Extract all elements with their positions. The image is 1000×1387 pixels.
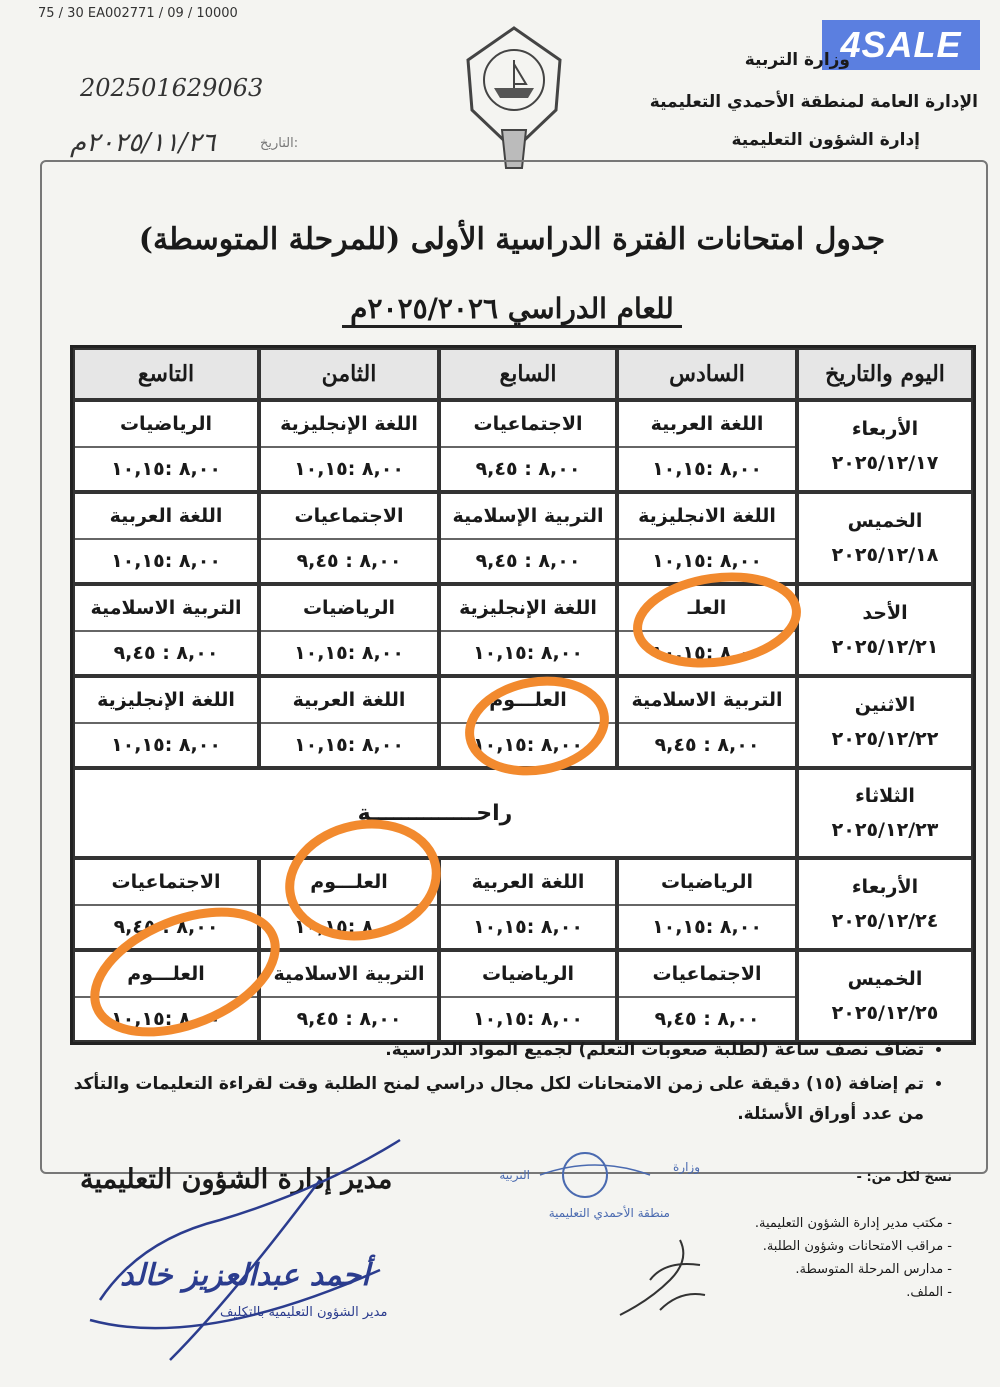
day-name: الخميس xyxy=(847,510,923,532)
exam-subject: العلـــوم xyxy=(261,860,437,906)
exam-cell xyxy=(439,584,617,676)
exam-subject: العلـــوم xyxy=(75,952,257,998)
exam-date: ٢٠٢٥/١٢/٢١ xyxy=(831,636,939,658)
header-grade-9: التاسع xyxy=(73,348,259,400)
emblem-icon xyxy=(450,20,578,170)
day-name: الثلاثاء xyxy=(855,785,915,807)
note-item: • تم إضافة (١٥) دقيقة على زمن الامتحانات لكل مجال دراسي لمنح الطلبة وقت لقراءة التعليمات والتأكد من عدد أوراق الأسئلة. xyxy=(42,1069,924,1129)
exam-time: ٨,٠٠ : ٩,٤٥ xyxy=(654,734,760,756)
exam-date: ٢٠٢٥/١٢/٢٥ xyxy=(831,1002,939,1024)
exam-cell xyxy=(259,492,439,584)
exam-subject: التربية الإسلامية xyxy=(441,494,615,540)
exam-cell xyxy=(73,676,259,768)
signatory-role: مدير الشؤون التعليمية بالتكليف xyxy=(220,1305,388,1320)
handwritten-number: 202501629063 xyxy=(80,74,264,102)
site-badge: 4SALE xyxy=(822,20,980,70)
day-name: الأربعاء xyxy=(851,418,919,440)
copy-item: - مكتب مدير إدارة الشؤون التعليمية. xyxy=(754,1216,952,1231)
day-date-cell xyxy=(797,950,973,1042)
notes-list xyxy=(42,1035,942,1133)
note-item: • تضاف نصف ساعة (لطلبة صعوبات التعلم) لجميع المواد الدراسية. xyxy=(42,1035,924,1065)
exam-subject: الرياضيات xyxy=(261,586,437,632)
header-grade-7: السابع xyxy=(439,348,617,400)
exam-cell xyxy=(73,492,259,584)
exam-cell xyxy=(73,400,259,492)
exam-time: ٨,٠٠ :١٠,١٥ xyxy=(473,642,583,664)
exam-time: ٨,٠٠ : ٩,٤٥ xyxy=(113,642,219,664)
copies-title: نسخ لكل من: - xyxy=(856,1170,952,1185)
ministry-name: وزارة التربية xyxy=(744,50,850,70)
exam-time: ٨,٠٠ :١٠,١٥ xyxy=(294,734,404,756)
exam-date: ٢٠٢٥/١٢/٢٣ xyxy=(831,819,939,841)
exam-cell xyxy=(439,676,617,768)
exam-time: ٨,٠٠ :١٠,١٥ xyxy=(473,1008,583,1030)
date-label: التاريخ: xyxy=(260,136,299,151)
handwritten-date: ٢٠٢٥/١١/٢٦م xyxy=(70,128,216,158)
exam-time: ٨,٠٠ :١٠,١٥ xyxy=(294,458,404,480)
exam-cell xyxy=(439,950,617,1042)
stamp-line-1: وزارة xyxy=(672,1160,700,1174)
exam-subject: اللغة العربية xyxy=(619,402,795,448)
exam-cell xyxy=(617,400,797,492)
schedule-row xyxy=(73,676,973,768)
exam-schedule-table xyxy=(70,345,976,1045)
exam-subject: الاجتماعيات xyxy=(619,952,795,998)
exam-cell xyxy=(73,584,259,676)
exam-time: ٨,٠٠ : ٩,٤٥ xyxy=(296,1008,402,1030)
schedule-row xyxy=(73,768,973,858)
exam-subject: اللغة الإنجليزية xyxy=(75,678,257,724)
schedule-title: جدول امتحانات الفترة الدراسية الأولى (للمرحلة المتوسطة) xyxy=(138,222,886,257)
exam-time: ٨,٠٠ :١٠,١٥ xyxy=(294,916,404,938)
copy-item: - الملف. xyxy=(906,1285,952,1300)
exam-subject: اللغة العربية xyxy=(261,678,437,724)
exam-cell xyxy=(73,950,259,1042)
exam-cell xyxy=(617,492,797,584)
exam-time: ٨,٠٠ : ٩,٤٥ xyxy=(296,550,402,572)
schedule-row xyxy=(73,858,973,950)
schedule-row xyxy=(73,400,973,492)
exam-date: ٢٠٢٥/١٢/٢٤ xyxy=(831,910,939,932)
exam-time: ٨,٠٠ : ٩,٤٥ xyxy=(475,550,581,572)
exam-cell xyxy=(73,858,259,950)
signature-scribble-icon xyxy=(80,1120,440,1370)
exam-subject: التربية الاسلامية xyxy=(75,586,257,632)
exam-cell xyxy=(617,676,797,768)
exam-date: ٢٠٢٥/١٢/٢٢ xyxy=(831,728,939,750)
exam-cell xyxy=(259,584,439,676)
schedule-row xyxy=(73,584,973,676)
day-name: الاثنين xyxy=(854,694,916,716)
exam-subject: التربية الاسلامية xyxy=(619,678,795,724)
stamp-line-2: التربية xyxy=(499,1168,530,1182)
signature-title: مدير إدارة الشؤون التعليمية xyxy=(80,1164,393,1195)
header-grade-8: الثامن xyxy=(259,348,439,400)
rest-day-cell: راحــــــــــــــة xyxy=(73,768,797,858)
copies-list xyxy=(755,1212,952,1304)
day-name: الأحد xyxy=(862,602,908,624)
exam-cell xyxy=(617,950,797,1042)
exam-time: ٨,٠٠ :١٠,١٥ xyxy=(652,550,762,572)
exam-subject: اللغة العربية xyxy=(75,494,257,540)
signatory-name: أحمد عبدالعزيز خالد xyxy=(120,1258,370,1293)
exam-time: ٨,٠٠ :١٠,١٥ xyxy=(652,916,762,938)
exam-time: ٨,٠٠ :١٠,١٥ xyxy=(652,458,762,480)
ministry-stamp xyxy=(470,1145,720,1225)
day-date-cell xyxy=(797,584,973,676)
exam-time: ٨,٠٠ :١٠,١٥ xyxy=(111,1008,221,1030)
exam-subject: الاجتماعيات xyxy=(261,494,437,540)
copy-item: - مدارس المرحلة المتوسطة. xyxy=(795,1262,952,1277)
exam-subject: العلـ xyxy=(619,586,795,632)
exam-cell xyxy=(259,858,439,950)
exam-subject: اللغة الإنجليزية xyxy=(441,586,615,632)
exam-subject: الرياضيات xyxy=(75,402,257,448)
exam-cell xyxy=(439,400,617,492)
header-day-date: اليوم والتاريخ xyxy=(797,348,973,400)
document-number: 75 / 30 EA002771 / 09 / 10000 xyxy=(38,6,238,21)
exam-time: ٨,٠٠ : ٩,٤٥ xyxy=(475,458,581,480)
exam-cell xyxy=(439,492,617,584)
exam-subject: اللغة العربية xyxy=(441,860,615,906)
exam-cell xyxy=(259,400,439,492)
day-date-cell xyxy=(797,400,973,492)
department-name: إدارة الشؤون التعليمية xyxy=(731,130,920,150)
exam-date: ٢٠٢٥/١٢/١٨ xyxy=(831,544,939,566)
exam-time: ٨,٠٠ : ٩,٤٥ xyxy=(654,1008,760,1030)
exam-subject: الاجتماعيات xyxy=(441,402,615,448)
exam-time: ٨,٠٠ : ٩,٤٥ xyxy=(113,916,219,938)
table-header-row xyxy=(73,348,973,400)
directorate-name: الإدارة العامة لمنطقة الأحمدي التعليمية xyxy=(649,92,978,112)
exam-subject: الاجتماعيات xyxy=(75,860,257,906)
exam-time: ٨,٠٠ :١٠,١٥ xyxy=(473,734,583,756)
day-date-cell xyxy=(797,858,973,950)
exam-time: ٨,٠٠ :١٠,١٥ xyxy=(652,642,762,664)
header-grade-6: السادس xyxy=(617,348,797,400)
exam-time: ٨,٠٠ :١٠,١٥ xyxy=(111,734,221,756)
copy-item: - مراقب الامتحانات وشؤون الطلبة. xyxy=(762,1239,952,1254)
schedule-subtitle: للعام الدراسي ٢٠٢٥/٢٠٢٦م xyxy=(40,292,984,325)
exam-time: ٨,٠٠ :١٠,١٥ xyxy=(111,458,221,480)
day-date-cell xyxy=(797,768,973,858)
exam-time: ٨,٠٠ :١٠,١٥ xyxy=(473,916,583,938)
exam-cell xyxy=(617,858,797,950)
exam-cell xyxy=(439,858,617,950)
exam-subject: الرياضيات xyxy=(441,952,615,998)
stamp-line-3: منطقة الأحمدي التعليمية xyxy=(548,1206,670,1220)
day-name: الخميس xyxy=(847,968,923,990)
exam-cell xyxy=(259,676,439,768)
day-date-cell xyxy=(797,676,973,768)
exam-subject: اللغة الانجليزية xyxy=(619,494,795,540)
exam-cell xyxy=(617,584,797,676)
day-name: الأربعاء xyxy=(851,876,919,898)
schedule-row xyxy=(73,950,973,1042)
exam-cell xyxy=(259,950,439,1042)
exam-subject: التربية الاسلامية xyxy=(261,952,437,998)
exam-date: ٢٠٢٥/١٢/١٧ xyxy=(831,452,939,474)
initials-scribble-icon xyxy=(610,1220,720,1330)
exam-subject: اللغة الإنجليزية xyxy=(261,402,437,448)
exam-subject: العلـــوم xyxy=(441,678,615,724)
exam-subject: الرياضيات xyxy=(619,860,795,906)
exam-time: ٨,٠٠ :١٠,١٥ xyxy=(111,550,221,572)
exam-time: ٨,٠٠ :١٠,١٥ xyxy=(294,642,404,664)
day-date-cell xyxy=(797,492,973,584)
schedule-row xyxy=(73,492,973,584)
